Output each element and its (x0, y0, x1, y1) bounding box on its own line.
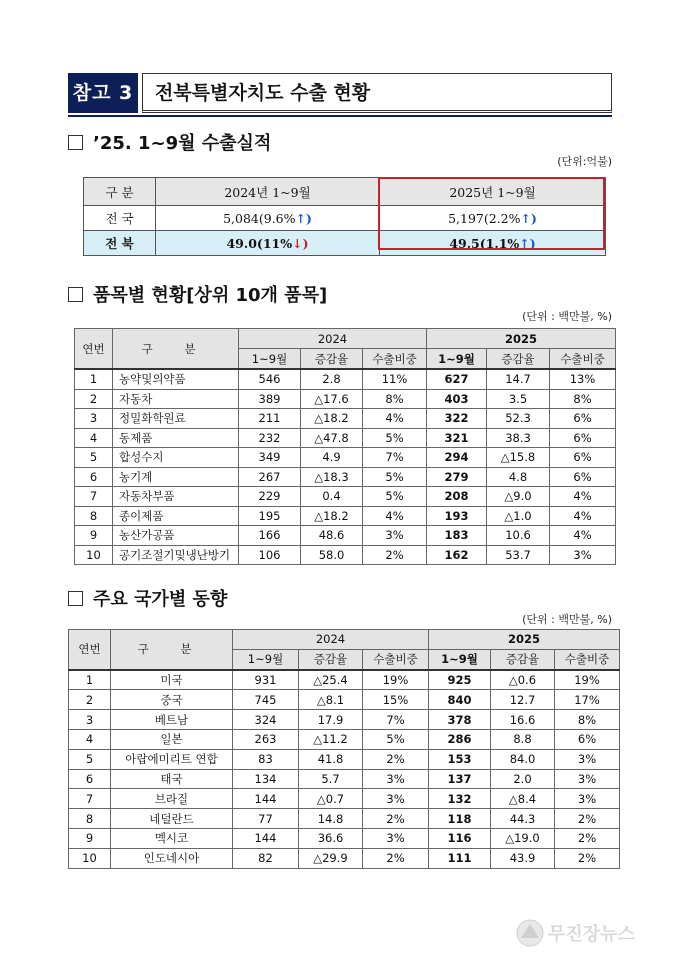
cell-category: 농약및의약품 (113, 369, 239, 389)
cell-category: 아랍에미리트 연합 (111, 749, 233, 769)
table-row (75, 526, 616, 546)
cell-2024-growth: △11.2 (299, 729, 363, 749)
table-row (75, 369, 616, 389)
table-row (69, 828, 620, 848)
cell-2024-period: 324 (233, 710, 299, 730)
cell-rank: 3 (75, 409, 113, 429)
value-text: 5,084(9.6% (223, 210, 296, 226)
cell-2025-share: 17% (555, 690, 620, 710)
cell-category: 미국 (111, 670, 233, 690)
subheader-period: 1~9월 (429, 649, 491, 669)
cell-rank: 3 (69, 710, 111, 730)
table-row (69, 789, 620, 809)
summary-header-category: 구 분 (84, 178, 156, 206)
watermark-text: 무진장뉴스 (548, 924, 635, 945)
table-row (69, 729, 620, 749)
product-table (74, 328, 616, 565)
cell-category: 종이제품 (113, 506, 239, 526)
cell-category: 자동차부품 (113, 487, 239, 507)
cell-2025-share: 6% (550, 448, 616, 468)
cell-category: 자동차 (113, 389, 239, 409)
cell-category: 일본 (111, 729, 233, 749)
checkbox-square-icon (68, 591, 83, 606)
cell-2025-period: 162 (427, 545, 487, 565)
subheader-period: 1~9월 (239, 349, 301, 370)
cell-2024-growth: △29.9 (299, 848, 363, 868)
cell-2024-growth: △25.4 (299, 670, 363, 690)
subheader-growth: 증감율 (301, 349, 363, 370)
summary-header-2024: 2024년 1~9월 (156, 178, 380, 206)
cell-2024-growth: 36.6 (299, 828, 363, 848)
cell-2024-period: 546 (239, 369, 301, 389)
cell-2024-share: 4% (363, 409, 427, 429)
cell-2024-period: 263 (233, 729, 299, 749)
cell-2025-period: 321 (427, 428, 487, 448)
header-2025: 2025 (429, 630, 620, 650)
cell-2024-period: 389 (239, 389, 301, 409)
value-text: 5,197(2.2% (448, 210, 521, 226)
table-row (75, 428, 616, 448)
cell-2024-period: 211 (239, 409, 301, 429)
cell-rank: 9 (69, 828, 111, 848)
cell-2024-growth: 14.8 (299, 809, 363, 829)
cell-2024-period: 144 (233, 828, 299, 848)
cell-2024-share: 11% (363, 369, 427, 389)
table-row (75, 467, 616, 487)
cell-2024-period: 166 (239, 526, 301, 546)
cell-rank: 5 (75, 448, 113, 468)
cell-category: 태국 (111, 769, 233, 789)
cell-rank: 7 (69, 789, 111, 809)
table-row (69, 848, 620, 868)
cell-2024-period: 349 (239, 448, 301, 468)
subheader-period: 1~9월 (233, 649, 299, 669)
cell-category: 공기조절기및냉난방기 (113, 545, 239, 565)
header-2024: 2024 (233, 630, 429, 650)
cell-2024-share: 3% (363, 526, 427, 546)
cell-2025-share: 6% (550, 467, 616, 487)
header-rank: 연번 (69, 630, 111, 670)
cell-2025-period: 111 (429, 848, 491, 868)
table-row (69, 710, 620, 730)
subheader-period: 1~9월 (427, 349, 487, 370)
cell-2025-period: 183 (427, 526, 487, 546)
cell-2024-share: 5% (363, 729, 429, 749)
cell-2025-share: 4% (550, 526, 616, 546)
header-2025: 2025 (427, 329, 616, 349)
cell-2025-growth: 2.0 (491, 769, 555, 789)
cell-2025-growth: 10.6 (487, 526, 550, 546)
cell-2025-period: 279 (427, 467, 487, 487)
cell-2024-growth: 48.6 (301, 526, 363, 546)
cell-category: 멕시코 (111, 828, 233, 848)
cell-2025-growth: 44.3 (491, 809, 555, 829)
cell-rank: 4 (69, 729, 111, 749)
cell-2025-growth: △0.6 (491, 670, 555, 690)
product-rows (75, 369, 616, 565)
section1-unit: (단위:억불) (557, 155, 612, 168)
cell-2024-share: 2% (363, 545, 427, 565)
cell-2024-period: 229 (239, 487, 301, 507)
cell-2025-share: 4% (550, 487, 616, 507)
subheader-share: 수출비중 (363, 349, 427, 370)
cell-2024-growth: △18.2 (301, 506, 363, 526)
cell-2025-share: 4% (550, 506, 616, 526)
cell-2024-period: 745 (233, 690, 299, 710)
cell-category: 정밀화학원료 (113, 409, 239, 429)
cell-2025-growth: 14.7 (487, 369, 550, 389)
table-row (75, 545, 616, 565)
cell-2025-period: 294 (427, 448, 487, 468)
cell-2025-growth: △19.0 (491, 828, 555, 848)
table-row (75, 506, 616, 526)
cell-2025-growth: △9.0 (487, 487, 550, 507)
cell-2025-share: 8% (550, 389, 616, 409)
cell-2024-share: 2% (363, 848, 429, 868)
section2-heading (68, 281, 327, 307)
cell-2025-growth: △15.8 (487, 448, 550, 468)
subheader-share: 수출비중 (555, 649, 620, 669)
cell-2024-share: 3% (363, 789, 429, 809)
summary-value-2024 (156, 231, 380, 256)
cell-2025-growth: 4.8 (487, 467, 550, 487)
cell-2025-growth: 43.9 (491, 848, 555, 868)
cell-2025-share: 2% (555, 848, 620, 868)
checkbox-square-icon (68, 135, 83, 150)
cell-2024-growth: 0.4 (301, 487, 363, 507)
cell-rank: 1 (75, 369, 113, 389)
cell-2024-share: 3% (363, 828, 429, 848)
cell-2025-share: 6% (555, 729, 620, 749)
cell-2024-share: 4% (363, 506, 427, 526)
page-title: 전북특별자치도 수출 현황 (142, 73, 612, 113)
cell-2024-period: 195 (239, 506, 301, 526)
cell-2024-period: 77 (233, 809, 299, 829)
cell-2024-period: 931 (233, 670, 299, 690)
cell-2025-period: 153 (429, 749, 491, 769)
cell-2024-growth: △18.3 (301, 467, 363, 487)
cell-2024-growth: △47.8 (301, 428, 363, 448)
cell-2025-share: 2% (555, 809, 620, 829)
cell-2025-share: 8% (555, 710, 620, 730)
cell-rank: 2 (75, 389, 113, 409)
cell-2025-share: 3% (550, 545, 616, 565)
table-row (69, 769, 620, 789)
cell-2024-share: 19% (363, 670, 429, 690)
section1-heading (68, 129, 271, 155)
cell-2025-growth: 3.5 (487, 389, 550, 409)
arrow-up-icon: ↑) (295, 210, 312, 226)
header-category: 구 분 (113, 329, 239, 370)
cell-2024-growth: 5.7 (299, 769, 363, 789)
table-row (69, 670, 620, 690)
cell-2025-period: 286 (429, 729, 491, 749)
cell-2025-share: 19% (555, 670, 620, 690)
cell-2025-period: 378 (429, 710, 491, 730)
cell-2025-period: 208 (427, 487, 487, 507)
cell-2024-period: 82 (233, 848, 299, 868)
cell-2024-growth: △8.1 (299, 690, 363, 710)
table-row (75, 389, 616, 409)
cell-2025-share: 3% (555, 769, 620, 789)
header-underline (68, 115, 612, 117)
cell-2024-growth: △18.2 (301, 409, 363, 429)
value-text: 49.5(1.1% (449, 235, 520, 251)
cell-2025-period: 925 (429, 670, 491, 690)
cell-2025-period: 116 (429, 828, 491, 848)
arrow-down-icon: ↓) (292, 235, 309, 251)
cell-2024-period: 232 (239, 428, 301, 448)
cell-category: 농기계 (113, 467, 239, 487)
cell-2025-growth: △1.0 (487, 506, 550, 526)
cell-2025-share: 6% (550, 428, 616, 448)
subheader-share: 수출비중 (550, 349, 616, 370)
table-row (69, 690, 620, 710)
section2-unit: (단위 : 백만불, %) (522, 310, 612, 323)
cell-2025-period: 137 (429, 769, 491, 789)
table-row (69, 809, 620, 829)
cell-rank: 5 (69, 749, 111, 769)
checkbox-square-icon (68, 287, 83, 302)
cell-category: 인도네시아 (111, 848, 233, 868)
cell-rank: 10 (69, 848, 111, 868)
cell-category: 브라질 (111, 789, 233, 809)
header-category: 구 분 (111, 630, 233, 670)
cell-2024-share: 8% (363, 389, 427, 409)
table-header-row (69, 630, 620, 650)
country-table (68, 629, 620, 869)
cell-2025-growth: 8.8 (491, 729, 555, 749)
cell-2024-share: 5% (363, 428, 427, 448)
cell-2024-growth: 2.8 (301, 369, 363, 389)
cell-2025-share: 6% (550, 409, 616, 429)
cell-rank: 4 (75, 428, 113, 448)
cell-2024-period: 83 (233, 749, 299, 769)
cell-rank: 10 (75, 545, 113, 565)
cell-2025-share: 3% (555, 749, 620, 769)
watermark-logo (512, 912, 662, 954)
cell-2024-share: 7% (363, 448, 427, 468)
table-row (75, 448, 616, 468)
arrow-up-icon: ↑) (520, 210, 537, 226)
cell-2025-period: 840 (429, 690, 491, 710)
cell-2024-growth: △0.7 (299, 789, 363, 809)
cell-rank: 1 (69, 670, 111, 690)
subheader-growth: 증감율 (299, 649, 363, 669)
cell-2025-period: 403 (427, 389, 487, 409)
cell-2024-growth: 58.0 (301, 545, 363, 565)
country-rows (69, 670, 620, 868)
cell-2025-share: 3% (555, 789, 620, 809)
cell-rank: 6 (75, 467, 113, 487)
cell-category: 베트남 (111, 710, 233, 730)
cell-rank: 6 (69, 769, 111, 789)
cell-rank: 2 (69, 690, 111, 710)
cell-2025-growth: 52.3 (487, 409, 550, 429)
summary-label: 전 국 (84, 206, 156, 231)
cell-2025-growth: 12.7 (491, 690, 555, 710)
arrow-up-icon: ↑) (519, 235, 536, 251)
section1-title: ’25. 1~9월 수출실적 (93, 133, 272, 154)
section3-heading (68, 585, 227, 611)
cell-2025-growth: 16.6 (491, 710, 555, 730)
section2-title: 품목별 현황[상위 10개 품목] (93, 285, 328, 306)
cell-2025-growth: 84.0 (491, 749, 555, 769)
cell-category: 동제품 (113, 428, 239, 448)
cell-rank: 9 (75, 526, 113, 546)
cell-rank: 8 (69, 809, 111, 829)
table-row (75, 487, 616, 507)
cell-2024-share: 2% (363, 809, 429, 829)
cell-rank: 7 (75, 487, 113, 507)
cell-2025-period: 132 (429, 789, 491, 809)
cell-2025-share: 13% (550, 369, 616, 389)
cell-2024-share: 2% (363, 749, 429, 769)
section3-unit: (단위 : 백만불, %) (522, 613, 612, 626)
cell-2024-share: 3% (363, 769, 429, 789)
cell-category: 중국 (111, 690, 233, 710)
section3-title: 주요 국가별 동향 (93, 589, 228, 610)
cell-2024-growth: △17.6 (301, 389, 363, 409)
value-text: 49.0(11% (226, 235, 293, 251)
cell-2025-period: 118 (429, 809, 491, 829)
cell-2024-period: 144 (233, 789, 299, 809)
cell-2025-growth: 53.7 (487, 545, 550, 565)
cell-category: 합성수지 (113, 448, 239, 468)
cell-2025-period: 322 (427, 409, 487, 429)
summary-label: 전 북 (84, 231, 156, 256)
cell-2024-growth: 4.9 (301, 448, 363, 468)
cell-category: 네덜란드 (111, 809, 233, 829)
cell-2025-growth: 38.3 (487, 428, 550, 448)
cell-2024-share: 15% (363, 690, 429, 710)
subheader-growth: 증감율 (491, 649, 555, 669)
cell-2025-period: 193 (427, 506, 487, 526)
cell-2024-share: 5% (363, 467, 427, 487)
summary-value-2024 (156, 206, 380, 231)
table-row (75, 409, 616, 429)
cell-2025-growth: △8.4 (491, 789, 555, 809)
cell-2024-period: 134 (233, 769, 299, 789)
cell-2024-share: 7% (363, 710, 429, 730)
cell-2024-share: 5% (363, 487, 427, 507)
cell-2024-growth: 17.9 (299, 710, 363, 730)
cell-2024-growth: 41.8 (299, 749, 363, 769)
highlight-frame-2025 (378, 177, 605, 250)
subheader-growth: 증감율 (487, 349, 550, 370)
subheader-share: 수출비중 (363, 649, 429, 669)
table-row (69, 749, 620, 769)
reference-badge: 참고 3 (68, 73, 138, 113)
cell-2025-period: 627 (427, 369, 487, 389)
cell-rank: 8 (75, 506, 113, 526)
cell-2025-share: 2% (555, 828, 620, 848)
header-2024: 2024 (239, 329, 427, 349)
cell-2024-period: 106 (239, 545, 301, 565)
table-header-row (75, 329, 616, 349)
cell-category: 농산가공품 (113, 526, 239, 546)
header-rank: 연번 (75, 329, 113, 370)
summary-header-2025: 2025년 1~9월 (380, 178, 606, 206)
cell-2024-period: 267 (239, 467, 301, 487)
